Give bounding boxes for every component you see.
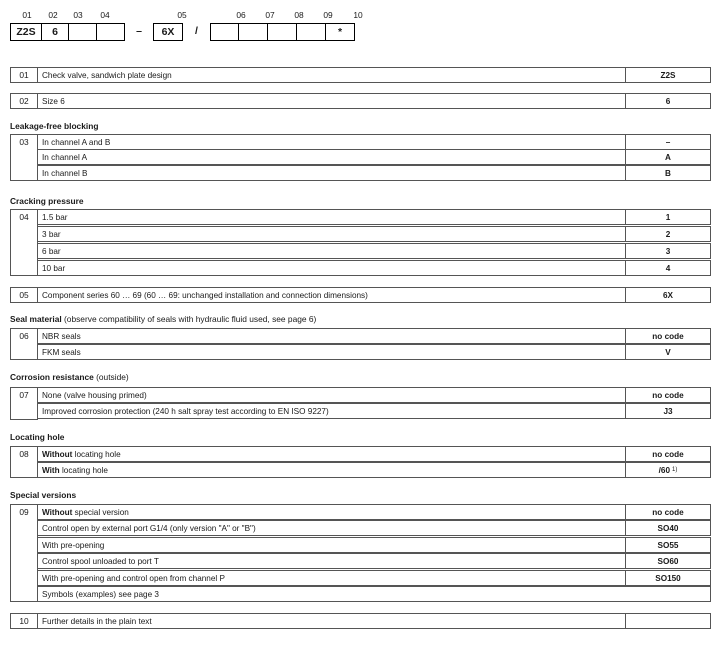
section-title-leakage: Leakage-free blocking (10, 121, 99, 131)
table-row (37, 165, 711, 181)
ordering-code-boxes (10, 23, 355, 41)
row-number: 02 (10, 93, 38, 109)
row-code: no code (625, 387, 711, 403)
section-title-cracking: Cracking pressure (10, 196, 84, 206)
row-code: 4 (625, 260, 711, 276)
row-code: 1 (625, 209, 711, 225)
table-row (37, 446, 711, 462)
section-title-seal: Seal material (observe compatibility of seals with hydraulic fluid used, see page 6) (10, 314, 317, 324)
row-number: 07 (10, 387, 38, 420)
pos-04: 04 (100, 10, 110, 20)
row-description: 6 bar (37, 243, 626, 259)
row-description: Control spool unloaded to port T (37, 553, 626, 569)
row-description: With pre-opening (37, 537, 626, 553)
pos-01: 01 (22, 10, 32, 20)
footnote-marker: 1) (672, 467, 678, 473)
row-number: 04 (10, 209, 38, 276)
row-code: – (625, 134, 711, 150)
code-box-03 (68, 23, 97, 41)
table-row (37, 553, 711, 569)
row-description: 3 bar (37, 226, 626, 242)
row-code: B (625, 165, 711, 181)
table-row (37, 328, 711, 344)
row-number: 09 (10, 504, 38, 602)
pos-05: 05 (177, 10, 187, 20)
pos-10: 10 (353, 10, 363, 20)
table-row (37, 403, 711, 419)
pos-03: 03 (73, 10, 83, 20)
row-description: Control open by external port G1/4 (only version "A" or "B") (37, 520, 626, 536)
row-description: Component series 60 … 69 (60 … 69: unchanged installation and connection dimensions) (37, 287, 626, 303)
row-number: 01 (10, 67, 38, 83)
row-description: In channel B (37, 165, 626, 181)
row-code: no code (625, 504, 711, 520)
row-number: 03 (10, 134, 38, 181)
table-row (37, 504, 711, 520)
row-number: 08 (10, 446, 38, 478)
row-description: With pre-opening and control open from channel P (37, 570, 626, 586)
code-box-09 (296, 23, 326, 41)
code-box-04 (96, 23, 125, 41)
row-description: NBR seals (37, 328, 626, 344)
table-row (37, 243, 711, 259)
code-box-slash: / (195, 25, 198, 37)
pos-09: 09 (323, 10, 333, 20)
table-row (37, 226, 711, 242)
row-code: V (625, 344, 711, 360)
section-title-locating: Locating hole (10, 432, 65, 442)
pos-08: 08 (294, 10, 304, 20)
row-code: no code (625, 328, 711, 344)
row-description: In channel A (37, 149, 626, 165)
row-code: 6 (625, 93, 711, 109)
code-box-07 (238, 23, 268, 41)
pos-06: 06 (236, 10, 246, 20)
row-number: 10 (10, 613, 38, 629)
table-row (37, 134, 711, 150)
table-row-10 (10, 613, 711, 629)
row-code: SO55 (625, 537, 711, 553)
row-code: 6X (625, 287, 711, 303)
row-description: FKM seals (37, 344, 626, 360)
code-box-10: * (325, 23, 355, 41)
row-description: Size 6 (37, 93, 626, 109)
table-row (37, 462, 711, 478)
row-code: no code (625, 446, 711, 462)
table-row-05 (10, 287, 711, 303)
table-row (37, 520, 711, 536)
section-title-corrosion: Corrosion resistance (outside) (10, 372, 129, 382)
row-description: Symbols (examples) see page 3 (37, 586, 711, 602)
code-box-08 (267, 23, 297, 41)
code-box-01: Z2S (10, 23, 42, 41)
row-description: Without locating hole (37, 446, 626, 462)
row-code (625, 613, 711, 629)
row-code: Z2S (625, 67, 711, 83)
row-code: A (625, 149, 711, 165)
row-code: 3 (625, 243, 711, 259)
code-box-02: 6 (41, 23, 69, 41)
row-description: In channel A and B (37, 134, 626, 150)
table-row (37, 537, 711, 553)
row-description: Without special version (37, 504, 626, 520)
row-code: SO40 (625, 520, 711, 536)
row-code: SO60 (625, 553, 711, 569)
code-box-06 (210, 23, 239, 41)
pos-02: 02 (48, 10, 58, 20)
table-row (37, 586, 711, 602)
table-row (37, 570, 711, 586)
table-row (37, 149, 711, 165)
row-code: SO150 (625, 570, 711, 586)
code-box-dash: – (136, 25, 142, 37)
table-row-01 (10, 67, 711, 83)
row-code: /60 $^{1)}$ (625, 462, 711, 478)
table-row (37, 387, 711, 403)
row-description: Improved corrosion protection (240 h salt spray test according to EN ISO 9227) (37, 403, 626, 419)
table-row (37, 260, 711, 276)
row-code: J3 (625, 403, 711, 419)
row-description: Check valve, sandwich plate design (37, 67, 626, 83)
row-description: Further details in the plain text (37, 613, 626, 629)
row-description: None (valve housing primed) (37, 387, 626, 403)
table-row (37, 344, 711, 360)
table-row (37, 209, 711, 225)
row-description: 10 bar (37, 260, 626, 276)
row-number: 06 (10, 328, 38, 360)
pos-07: 07 (265, 10, 275, 20)
section-title-special: Special versions (10, 490, 77, 500)
code-box-05: 6X (153, 23, 183, 41)
table-row-02 (10, 93, 711, 109)
row-code: 2 (625, 226, 711, 242)
row-description: With locating hole (37, 462, 626, 478)
ordering-code-positions (10, 10, 380, 20)
row-description: 1.5 bar (37, 209, 626, 225)
row-number: 05 (10, 287, 38, 303)
